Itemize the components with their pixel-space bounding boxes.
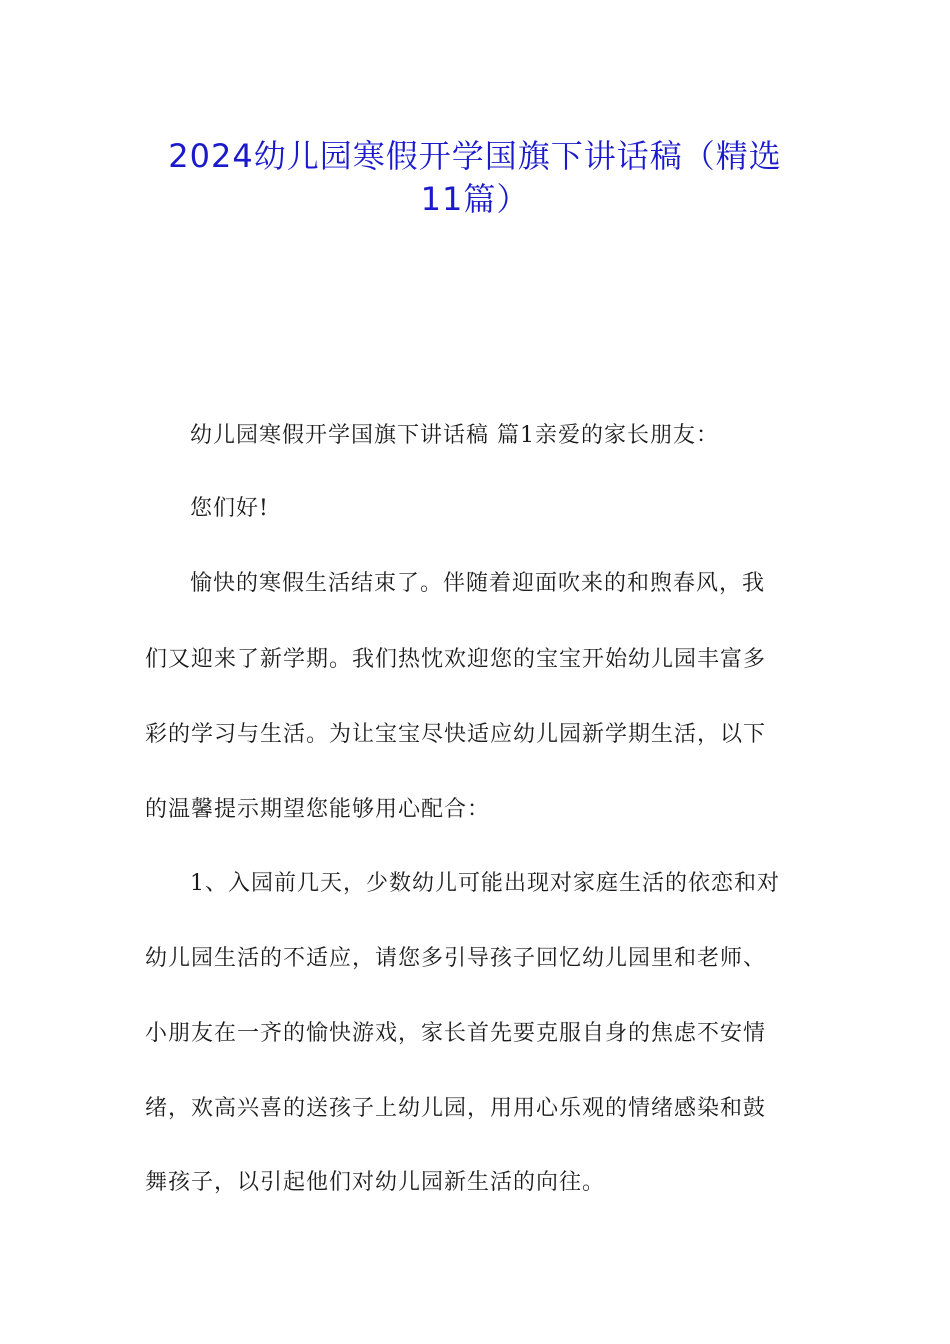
body-line: 愉快的寒假生活结束了。伴随着迎面吹来的和煦春风，我 bbox=[190, 571, 766, 596]
document-title-line-2: 11篇） bbox=[420, 180, 530, 218]
body-line: 舞孩子，以引起他们对幼儿园新生活的向往。 bbox=[145, 1170, 606, 1195]
paragraph-heading-line: 幼儿园寒假开学国旗下讲话稿 篇1亲爱的家长朋友： bbox=[190, 423, 719, 448]
body-line: 绪，欢高兴喜的送孩子上幼儿园，用用心乐观的情绪感染和鼓 bbox=[145, 1096, 767, 1121]
body-line: 1、入园前几天，少数幼儿可能出现对家庭生活的依恋和对 bbox=[190, 871, 780, 896]
body-line: 们又迎来了新学期。我们热忱欢迎您的宝宝开始幼儿园丰富多 bbox=[145, 647, 767, 672]
body-line: 小朋友在一齐的愉快游戏，家长首先要克服自身的焦虑不安情 bbox=[145, 1021, 767, 1046]
body-line: 的温馨提示期望您能够用心配合： bbox=[145, 797, 491, 822]
body-line: 幼儿园生活的不适应，请您多引导孩子回忆幼儿园里和老师、 bbox=[145, 946, 767, 971]
document-title-line-1: 2024幼儿园寒假开学国旗下讲话稿（精选 bbox=[168, 137, 782, 175]
body-line: 彩的学习与生活。为让宝宝尽快适应幼儿园新学期生活，以下 bbox=[145, 722, 767, 747]
greeting-line: 您们好! bbox=[190, 496, 269, 521]
